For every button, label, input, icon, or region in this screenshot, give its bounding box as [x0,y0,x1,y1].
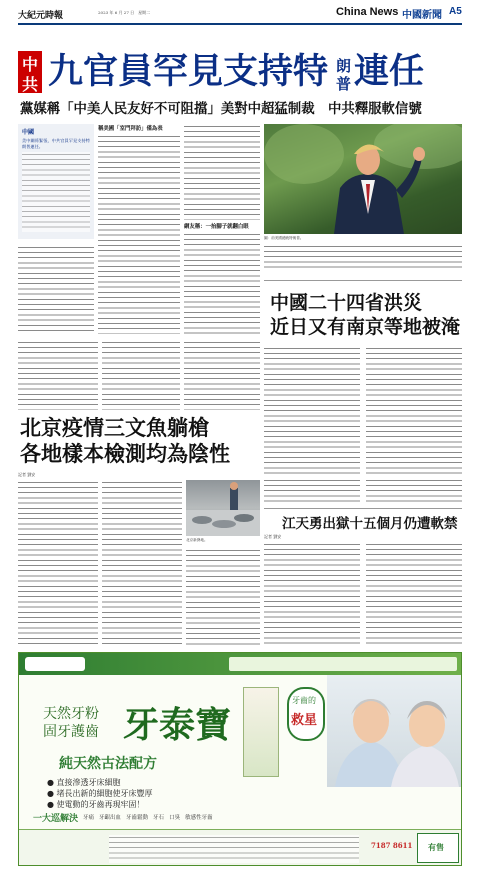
ad-logo [25,657,85,671]
masthead-section-en: China News [336,6,399,18]
market-photo-caption: 北京新發地。 [186,538,208,542]
ad-seal [287,687,325,741]
story2-title-2: 近日又有南京等地被淹 [270,316,461,338]
ad-buy-box: 有售 [417,833,459,863]
trump-photo-caption: 圖：前美國總統特朗普。 [264,236,304,240]
masthead [0,0,480,22]
headline-small-1: 朗 [336,57,352,75]
story3-title-2: 各地樣本檢測均為陰性 [20,441,230,466]
ad-condition-2: 牙齦出血 [99,815,122,821]
story2-text [264,346,360,476]
story3-title-1: 北京疫情三文魚躺槍 [20,415,209,440]
story3-text-3 [186,548,260,646]
col2-title: 稱美國「室門拜訪」僅為表 [98,126,163,132]
couple-figure [327,675,462,787]
headline-small-2: 普 [336,75,352,93]
china-box-label: 中國 [22,129,35,136]
divider-2 [264,508,462,509]
col3-text [184,124,260,220]
story4-text-2 [366,542,462,646]
ad-condition-1: 牙痛 [83,815,95,821]
ad-benefit-3: ● 使電動的牙齒再現牢固！ [47,800,145,809]
photo-col-text [264,244,462,270]
headline-main: 九官員罕見支持特 [48,51,329,92]
ad-brand: 牙泰寶 [123,704,232,746]
trump-figure [264,124,462,234]
ad-seal-2: 救星 [291,713,318,728]
masthead-date: 2023 年 6 月 27 日 星期二 [98,10,151,15]
ad-product-strip [229,657,457,671]
china-box [18,124,94,239]
masthead-rule [18,23,462,25]
left-mid-text [18,340,98,410]
story2-text-4 [366,478,462,506]
kicker-char-1: 中 [22,55,39,74]
ad-condition-4: 牙石 [153,815,165,821]
col3-text-2 [184,232,260,334]
ad-phone: 7187 8611 [371,841,413,850]
story4-title: 江天勇出獄十五個月仍遭軟禁 [282,516,458,532]
ad-condition-3: 牙齒鬆動 [126,815,149,821]
market-figure [186,480,260,536]
left-column-text [18,245,94,335]
ad-couple-photo [327,675,462,787]
story4-byline: 記者 劉安 [264,534,282,539]
col2-text [98,134,180,334]
story3-text-1 [18,480,98,646]
ad-product-box [243,687,279,777]
left-mid-text-2 [102,340,180,410]
ad-line-1: 天然牙粉 [43,706,99,722]
ad-tagline: 純天然古法配方 [59,756,157,772]
kicker-char-2: 共 [22,75,39,94]
market-photo [186,480,260,536]
headline-sub: 黨媒稱「中美人民友好不可阻擋」美對中超猛制裁 中共釋服軟信號 [20,101,422,117]
story4-text-1 [264,542,360,646]
ad-seal-1: 牙齒的 [292,696,316,705]
divider-1 [264,280,462,281]
masthead-brand: 大紀元時報 [18,11,64,21]
ad-stores-text [109,835,359,863]
ad-condition-6: 敏感性牙齒 [185,815,213,821]
ad-condition-5: 口臭 [169,815,181,821]
story3-text-2 [102,480,182,646]
left-mid-text-3 [184,340,260,410]
story2-title-1: 中國二十四省洪災 [270,292,423,314]
china-box-text: 美中關係緊張，中共官員罕見支持特朗普連任。 [22,138,90,234]
ad-conditions [83,813,213,821]
trump-photo [264,124,462,234]
ad-benefit-2: ● 堵長出新的細胞使牙床豐厚 [47,789,153,798]
ad-benefit-1: ● 直接滲透牙床細胞 [47,778,121,787]
headline-end: 連任 [354,51,425,92]
ad-stores-label: 一大巡解決 [33,814,79,824]
col3-title: 網友稱：一抬腳子就翻白眼 [184,224,249,230]
story2-text-2 [366,346,462,476]
masthead-section: 中國新聞 [402,10,442,21]
ad-block [18,652,462,866]
ad-line-2: 固牙護齒 [43,724,99,740]
ad-benefits [47,777,237,810]
story3-byline: 記者 劉安 [18,472,36,477]
story2-text-3 [264,478,360,506]
page-number: A5 [449,6,462,17]
